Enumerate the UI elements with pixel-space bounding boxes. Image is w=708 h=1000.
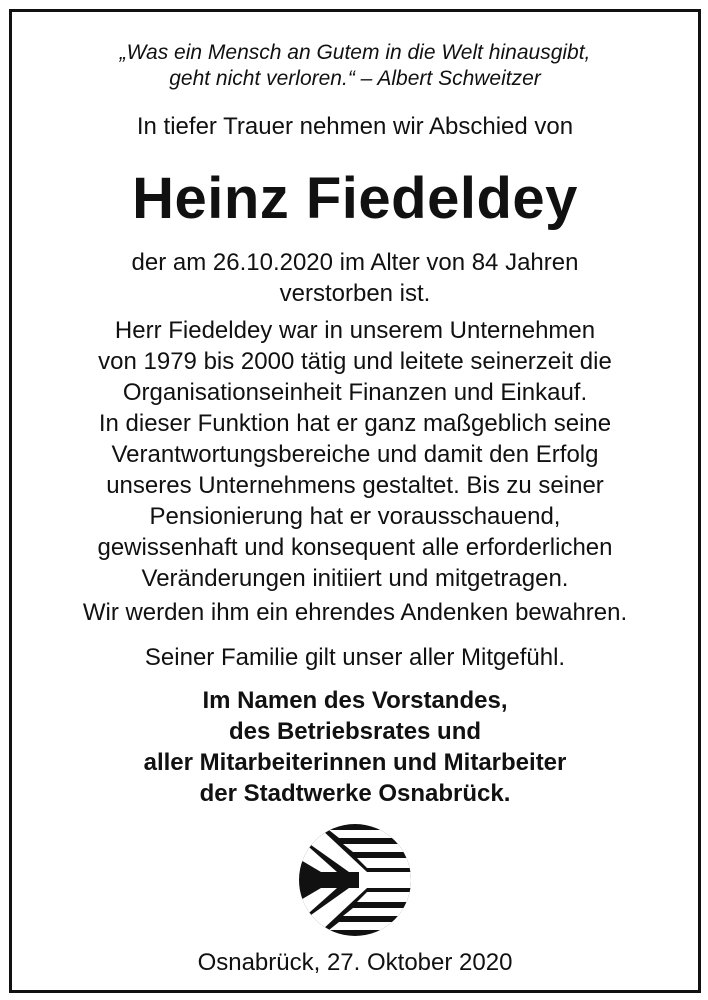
career-line: Pensionierung hat er vorausschauend,: [149, 503, 561, 530]
logo-graphic: [297, 822, 413, 938]
career-paragraph: [12, 315, 698, 594]
family-line: Seiner Familie gilt unser aller Mitgefühl.: [144, 644, 566, 671]
quote-line-1: „Was ein Mensch an Gutem in die Welt hinausgibt,: [119, 41, 591, 64]
memory-line: Wir werden ihm ein ehrendes Andenken bewahren.: [82, 599, 628, 626]
career-line: In dieser Funktion hat er ganz maßgeblich seine: [98, 410, 612, 437]
deceased-name: Heinz Fiedeldey: [132, 166, 578, 231]
death-notice-line: verstorben ist.: [279, 280, 431, 307]
quote-line-2: geht nicht verloren.“ – Albert Schweitzer: [169, 67, 541, 90]
career-line: Organisationseinheit Finanzen und Einkauf.: [122, 379, 588, 406]
intro-text: In tiefer Trauer nehmen wir Abschied von: [136, 113, 574, 140]
signature-block: [12, 685, 698, 809]
signature-line: des Betriebsrates und: [228, 718, 482, 745]
death-notice: [12, 247, 698, 309]
memory-statement: [12, 597, 698, 628]
signature-line: der Stadtwerke Osnabrück.: [199, 780, 511, 807]
career-line: unseres Unternehmens gestaltet. Bis zu seiner: [106, 472, 604, 499]
quote: [12, 40, 698, 92]
career-line: Veränderungen initiiert und mitgetragen.: [141, 565, 569, 592]
career-line: Verantwortungsbereiche und damit den Erfolg: [111, 441, 599, 468]
place-and-date: Osnabrück, 27. Oktober 2020: [197, 949, 513, 976]
career-line: von 1979 bis 2000 tätig und leitete seinerzeit die: [98, 348, 612, 375]
stadtwerke-logo-icon: [297, 822, 413, 938]
career-line: Herr Fiedeldey war in unserem Unternehmen: [114, 317, 596, 344]
family-condolence: [12, 642, 698, 673]
signature-line: Im Namen des Vorstandes,: [202, 687, 508, 714]
obituary-frame: [9, 9, 701, 993]
signature-line: aller Mitarbeiterinnen und Mitarbeiter: [143, 749, 567, 776]
career-line: gewissenhaft und konsequent alle erforderlichen: [97, 534, 613, 561]
death-notice-line: der am 26.10.2020 im Alter von 84 Jahren: [131, 249, 579, 276]
